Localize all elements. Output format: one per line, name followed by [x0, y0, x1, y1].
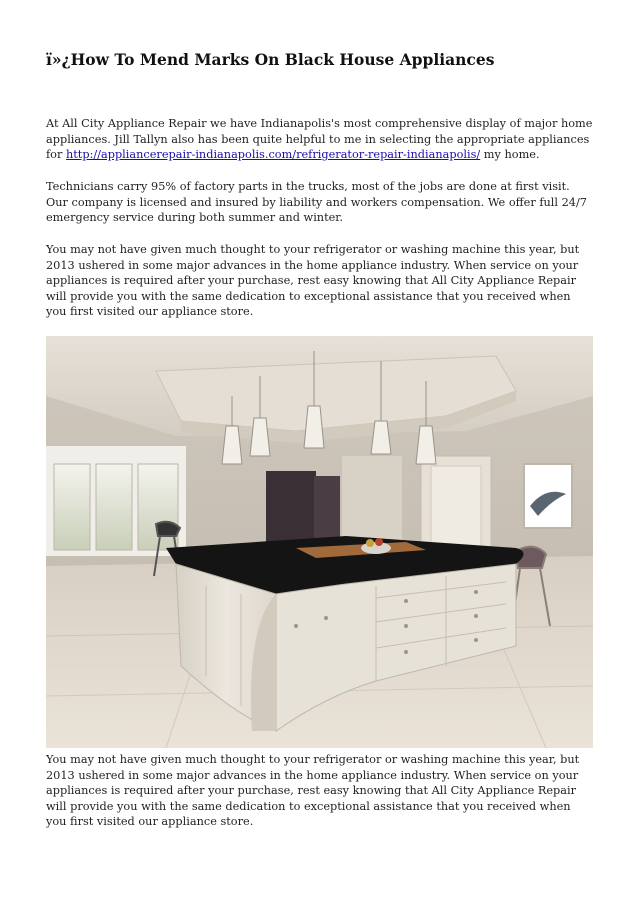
intro-paragraph: [46, 116, 594, 163]
refrigerator-repair-link[interactable]: http://appliancerepair-indianapolis.com/refrigerator-repair-indianapolis/: [65, 148, 481, 162]
advances-paragraph: You may not have given much thought to your refrigerator or washing machine this year, but 2013 ushered in some major advances in the home appliance industry. When service on your appliances is required after your purchase, rest easy knowing that All City Appliance Repair will provide you with the same dedication to exceptional assistance that you received when you first visited our appliance store.: [46, 243, 580, 319]
technicians-paragraph: Technicians carry 95% of factory parts in the trucks, most of the jobs are done at first visit. Our company is licensed and insured by liability and workers compensation. We offer full 24/7 emergency service during both summer and winter.: [46, 180, 587, 225]
kitchen-photo: [46, 336, 593, 748]
intro-text-after: my home.: [480, 148, 540, 162]
advances-paragraph-repeat: You may not have given much thought to your refrigerator or washing machine this year, but 2013 ushered in some major advances in the home appliance industry. When service on your appliances is required after your purchase, rest easy knowing that All City Appliance Repair will provide you with the same dedication to exceptional assistance that you received when you first visited our appliance store.: [46, 753, 580, 829]
page-title: ï»¿How To Mend Marks On Black House Appliances: [46, 50, 495, 69]
intro-text-before: At All City Appliance Repair we have Indianapolis's most comprehensive display of major home appliances. Jill Tallyn also has been quite helpful to me in selecting the appropriate appliances for: [46, 117, 593, 162]
